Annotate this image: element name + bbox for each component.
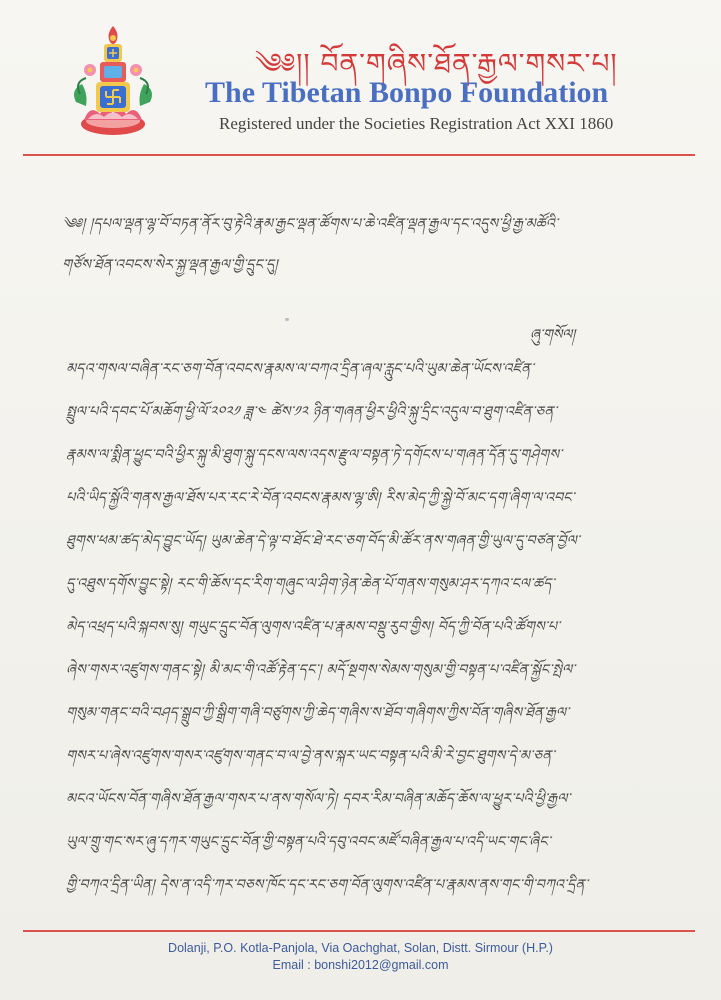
body-line: མངའ་ཡོངས་བོན་གཞིས་ཐོན་རྒྱལ་གསར་པ་ནས་གསོལ་ཏེ། དབར་རིམ་བཞིན་མཆོད་ཆོས་ལ་ཕྱུར་པའི་ཕྱི་རྒྱལ་ bbox=[66, 791, 571, 807]
footer-divider bbox=[23, 930, 695, 932]
body-line: གྱི་བཀའ་དྲིན་ཡིན། དེས་ན་འདི་ཀར་བཅས་ཁོང་དང་རང་ཅག་བོན་ལུགས་འཛིན་པ་རྣམས་ནས་གང་གི་བཀའ་དྲིན་ bbox=[66, 877, 588, 893]
body-line: རྣམས་ལ་སྨིན་ཕྱུང་བའི་ཕྱིར་སྐུ་མི་ཐུག་སྐུ་དངས་ལས་འདས་རྫུལ་བསྟན་ཏེ་དགོངས་པ་གཞན་དོན་དུ་གཤེགས་ bbox=[66, 447, 562, 463]
body-line: མདའ་གསལ་བཞིན་རང་ཅག་བོན་འབངས་རྣམས་ལ་བཀའ་དྲིན་ཞལ་རླུང་པའི་ཡུམ་ཆེན་ཡོངས་འཛིན་ bbox=[66, 361, 534, 377]
letter-greeting: ཞུ་གསོལ། bbox=[530, 327, 576, 343]
body-line: ཐུགས་ཕམ་ཚད་མེད་བྱུང་ཡོད། ཡུམ་ཆེན་དེ་ལྟ་བ་ཐོང་ཐེ་རང་ཅག་བོད་མི་ཚོར་ནས་གཞན་གྱི་ཡུལ་དུ་བཙན་བྱོལ་ bbox=[66, 533, 580, 549]
header-divider bbox=[23, 154, 695, 156]
body-line: སྤྲུལ་པའི་དབང་པོ་མཆོག་ཕྱི་ལོ་༢༠༢༡ ཟླ་༤ ཚེས་༡༢ ཉིན་གཞན་ཕྱིར་ཕྱིའི་སྐུ་དྲིང་འདུལ་བ་ཐུག་འཛིན་ཅན་ bbox=[66, 404, 557, 420]
body-line: མེད་འཕྲད་པའི་སྐབས་སུ། གཡུང་དྲུང་བོན་ལུགས་འཛིན་པ་རྣམས་བསྡུ་རུབ་གྱིས། བོད་ཀྱི་བོན་པའི་ཚོགས་པ་ bbox=[66, 619, 560, 635]
body-line: གསུམ་གནང་བའི་བཤད་སྒྲུབ་ཀྱི་སྒྲིག་གཞི་བཙུགས་ཀྱི་ཆེད་གཞིས་ས་ཐོབ་གཞིགས་ཀྱིས་བོན་གཞིས་ཐོན་རྒྱལ་ bbox=[66, 705, 569, 721]
tibetan-org-title: ༄༅།། བོན་གཞིས་ཐོན་རྒྱལ་གསར་པ། bbox=[255, 47, 618, 80]
intro-line: ༄༅། །དཔལ་ལྡན་ལྷ་བོ་བཏན་ནོར་བུ་རྟེའི་རྣམ་རྒྱང་ལྡན་ཚོགས་པ་ཆེ་འཛིན་ལྡན་རྒྱལ་དང་འདུས་ཕྱི་རྒྱ་མཚོའི་ bbox=[62, 216, 558, 232]
bonpo-emblem-logo bbox=[66, 24, 160, 142]
body-line: ཞེས་གསར་འཛུགས་གནང་སྟེ། མི་མང་གི་འཚོ་རྟེན་དང་། མདོ་སྔགས་སེམས་གསུམ་གྱི་བསྟན་པ་འཛིན་སྐྱོང་སྤེལ་ bbox=[66, 662, 576, 678]
org-name-heading: The Tibetan Bonpo Foundation bbox=[205, 76, 609, 109]
registration-line: Registered under the Societies Registration Act XXI 1860 bbox=[219, 114, 614, 133]
footer-address: Dolanji, P.O. Kotla-Panjola, Via Oachghat, Solan, Distt. Sirmour (H.P.) bbox=[168, 941, 553, 955]
ink-speck bbox=[285, 318, 289, 321]
body-line: ཡུལ་གྲུ་གང་སར་ཞུ་དཀར་གཡུང་དྲུང་བོན་གྱི་བསྟན་པའི་དབུ་འབང་མཛོ་བཞིན་རྒྱལ་པ་འདི་ཡང་གང་ཞིང་ bbox=[66, 834, 551, 850]
body-line: དུ་འཐུས་དགོས་བྱུང་སྟེ། རང་གི་ཆོས་དང་རིག་གཞུང་ལ་ཤིག་ཉེན་ཆེན་པོ་གནས་གསུམ་ཤར་དཀའ་ངལ་ཚད་ bbox=[66, 576, 555, 592]
footer-email: Email : bonshi2012@gmail.com bbox=[272, 958, 449, 972]
body-line: གསར་པ་ཞེས་འཛུགས་གསར་འཛུགས་གནང་བ་ལ་བྱེ་ནས་སྐར་ཡང་བསྟན་པའི་མི་རེ་བྱང་ཐུགས་དེ་མ་ཅན་ bbox=[66, 748, 555, 764]
intro-line: གཙོས་ཐོན་འབངས་སེར་སྐྱ་ལྡན་རྒྱལ་གྱི་དྲུང་དུ། bbox=[62, 257, 278, 273]
body-line: པའི་ཡིད་སྐྱོའི་གནས་རྒྱལ་ཐོས་པར་རང་རེ་བོན་འབངས་རྣམས་ལྷ་ཨི། རིས་མེད་ཀྱི་སྐྱེ་བོ་མང་དག་ཞིག་ལ་འབང་ bbox=[66, 490, 575, 506]
